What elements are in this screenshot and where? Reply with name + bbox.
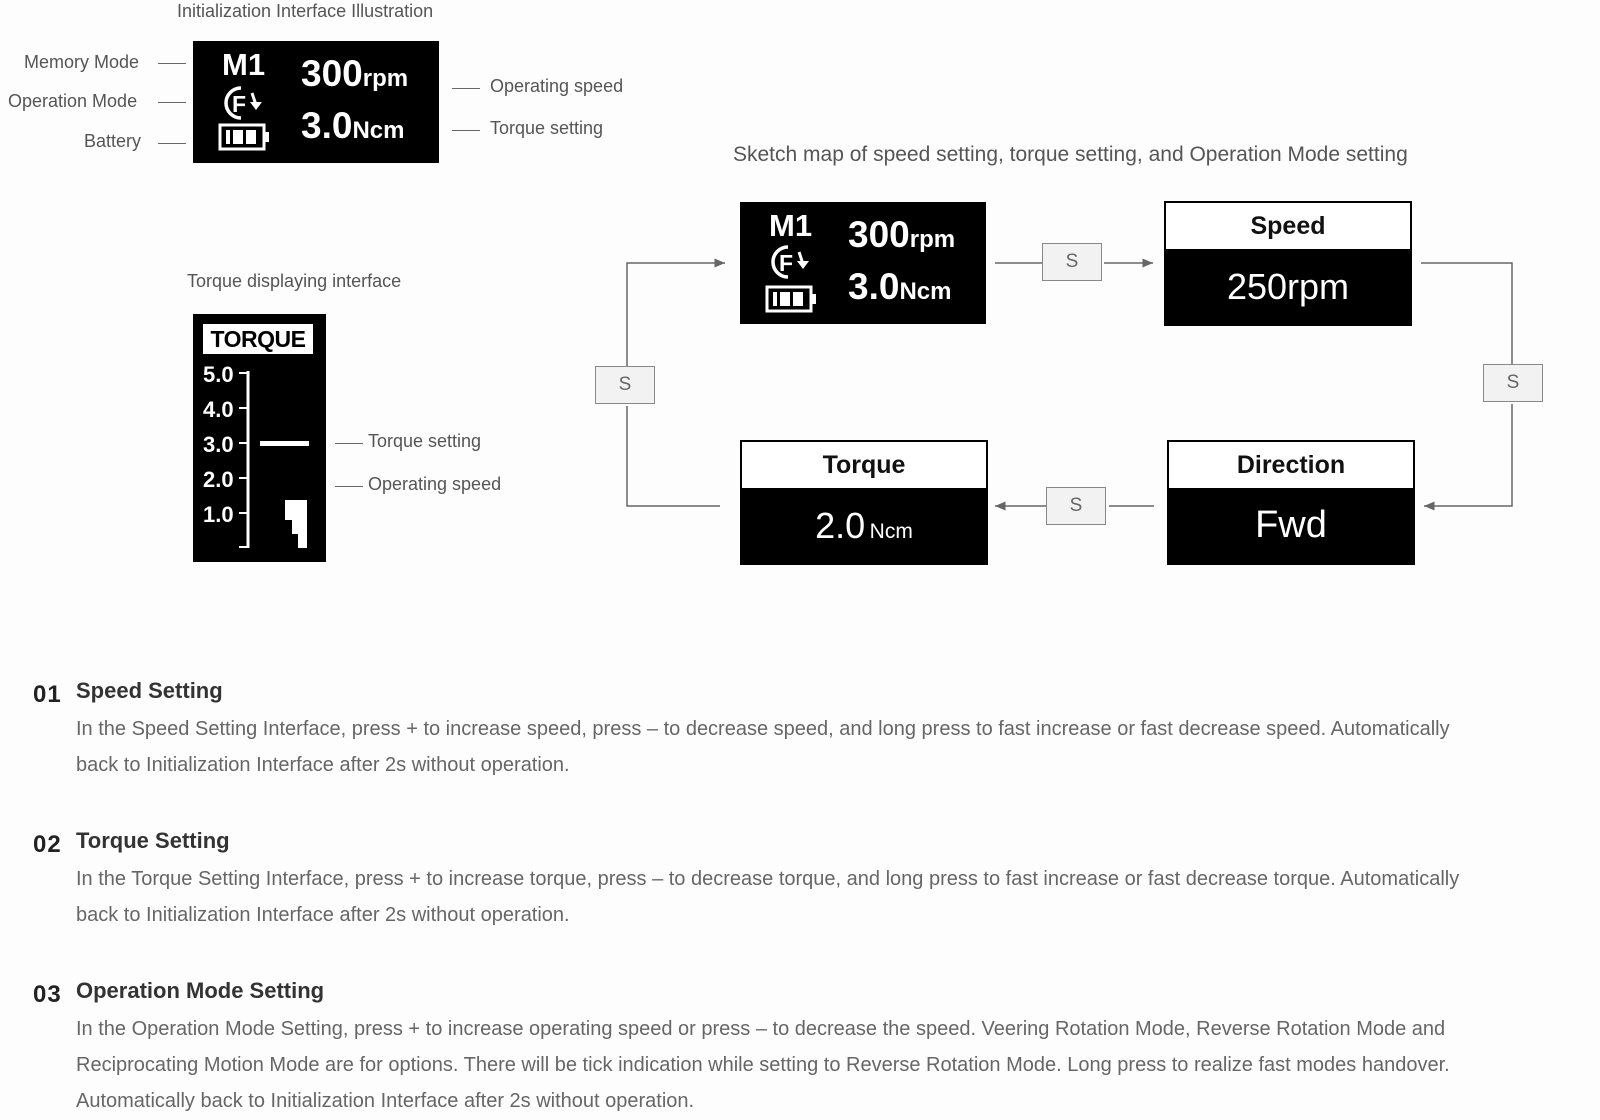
forward-rotation-icon bbox=[219, 83, 267, 121]
tick-label: 5.0 bbox=[203, 362, 234, 387]
section-text: In the Torque Setting Interface, press + to increase torque, press – to decrease torque, and long press to fast increase or fast decrease torque. Automatically back to Initialization Interface after 2s without operation. bbox=[76, 868, 1460, 926]
direction-card bbox=[1167, 440, 1415, 565]
s-button[interactable]: S bbox=[1042, 243, 1102, 281]
torque-display-caption: Torque displaying interface bbox=[187, 271, 402, 291]
torque-card-value: 2.0 Ncm bbox=[815, 505, 913, 546]
torque-readout: 3.0Ncm bbox=[301, 105, 405, 146]
svg-text:F: F bbox=[779, 250, 794, 276]
s-button[interactable]: S bbox=[1046, 487, 1106, 525]
section-text: In the Operation Mode Setting, press + to increase operating speed or press – to decrease the speed. Veering Rotation Mode, Reverse Rotation Mode and Reciprocating Motion Mode are for options. There will be tick indication while setting to Reverse Rotation Mode. Long press to realize fast modes handover. Automatically back to Initialization Interface after 2s without operation. bbox=[76, 1018, 1450, 1112]
section-number: 03 bbox=[33, 981, 62, 1008]
section-number: 01 bbox=[33, 681, 62, 708]
svg-text:F: F bbox=[232, 91, 247, 117]
torque-card-title: Torque bbox=[742, 442, 986, 488]
tick-label: 4.0 bbox=[203, 397, 234, 422]
torque-setting-label: Torque setting bbox=[490, 118, 604, 138]
speed-readout: 300rpm bbox=[848, 214, 956, 255]
s-button[interactable]: S bbox=[1483, 364, 1543, 402]
s-button[interactable]: S bbox=[595, 366, 655, 404]
battery-icon bbox=[218, 122, 270, 152]
section-title: Torque Setting bbox=[76, 828, 230, 853]
sketch-init-screen bbox=[740, 202, 986, 324]
forward-rotation-icon bbox=[766, 242, 814, 280]
section-text: In the Speed Setting Interface, press + to increase speed, press – to decrease speed, and long press to fast increase or fast decrease speed. Automatically back to Initialization Interface after 2s without operation. bbox=[76, 718, 1450, 776]
tick-label: 2.0 bbox=[203, 467, 234, 492]
speed-card-value: 250rpm bbox=[1226, 266, 1350, 307]
battery-icon bbox=[765, 284, 817, 314]
operating-speed-label: Operating speed bbox=[490, 76, 624, 96]
torque-scale bbox=[193, 314, 326, 562]
speed-card-title: Speed bbox=[1166, 203, 1410, 249]
td-torque-setting-label: Torque setting bbox=[368, 431, 482, 451]
init-caption: Initialization Interface Illustration bbox=[177, 1, 434, 21]
memory-slot: M1 bbox=[769, 208, 813, 243]
tick-label: 1.0 bbox=[203, 502, 234, 527]
operation-mode-label: Operation Mode bbox=[8, 91, 138, 111]
speed-readout: 300rpm bbox=[301, 53, 409, 94]
torque-title: TORQUE bbox=[203, 324, 313, 354]
td-operating-speed-label: Operating speed bbox=[368, 474, 502, 494]
torque-card bbox=[740, 440, 988, 565]
memory-mode-label: Memory Mode bbox=[24, 52, 140, 72]
torque-setting-marker bbox=[260, 441, 309, 446]
section-title: Speed Setting bbox=[76, 678, 223, 703]
init-screen bbox=[193, 41, 439, 163]
direction-card-value: Fwd bbox=[1255, 504, 1327, 546]
operating-speed-bars bbox=[285, 500, 307, 548]
sketch-caption: Sketch map of speed setting, torque setting, and Operation Mode setting bbox=[733, 143, 1408, 166]
tick-label: 3.0 bbox=[203, 432, 234, 457]
battery-label: Battery bbox=[84, 131, 142, 151]
direction-card-title: Direction bbox=[1169, 442, 1413, 488]
section-number: 02 bbox=[33, 831, 62, 858]
memory-slot: M1 bbox=[222, 47, 266, 82]
torque-screen bbox=[193, 314, 326, 562]
section-title: Operation Mode Setting bbox=[76, 978, 325, 1003]
torque-readout: 3.0Ncm bbox=[848, 266, 952, 307]
speed-card bbox=[1164, 201, 1412, 326]
